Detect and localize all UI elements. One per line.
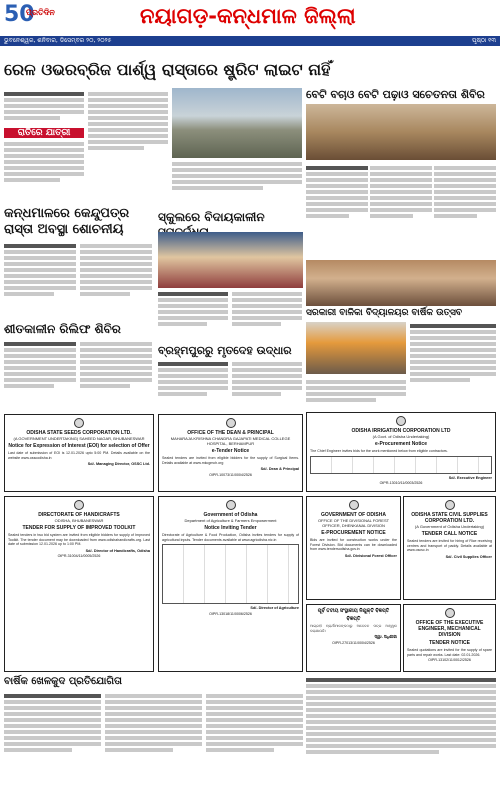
mechanical-heading: TENDER NOTICE	[429, 640, 470, 646]
agri-sub: Department of Agriculture & Farmers Empowerment	[184, 518, 277, 523]
seeds-body: Last date of submission of EOI is 12.01.2026 upto 5:00 PM. Details available on the website www.osscodisha.in	[8, 451, 150, 460]
annual-headline: ବାର୍ଷିକ ଖେଳକୁଦ ପ୍ରତିଯୋଗିତା	[4, 676, 123, 687]
mechanical-body: Sealed quotations are invited for the supply of spare parts and repair works. Last date: 02.01.2026.	[407, 648, 492, 657]
odia-notice-ref: OIPR-27013/11/0004/2526	[332, 640, 375, 645]
forest-sub: OFFICE OF THE DIVISIONAL FOREST OFFICER, DHENKANAL DIVISION	[317, 518, 390, 528]
forest-org: GOVERNMENT OF ODISHA	[320, 512, 386, 518]
cold-col2	[80, 340, 152, 410]
rail-overbridge-photo	[172, 88, 302, 158]
handicrafts-heading: TENDER FOR SUPPLY OF IMPROVED TOOLKIT	[22, 525, 136, 531]
logo-brand: ପ୍ରତିଦିନ	[26, 8, 55, 17]
medical-ref: OIPR-10073/11/0004/2526	[209, 472, 252, 477]
dateline: ଭୁବନେଶ୍ୱର, ଶନିବାର, ଡିସେମ୍ବର ୨୦, ୨୦୨୫	[4, 37, 112, 44]
handicrafts-ad	[4, 496, 154, 672]
bottom-col1	[4, 692, 101, 780]
seeds-org: ODISHA STATE SEEDS CORPORATION LTD.	[26, 430, 132, 436]
agriculture-emblem-icon	[226, 500, 236, 510]
school-col2	[232, 290, 302, 340]
kandha-headline: କନ୍ଧମାଳରେ କେନ୍ଦୁପତ୍ର ରାସ୍ତା ଅବସ୍ଥା ଶୋଚନୀୟ	[4, 206, 130, 237]
irrigation-heading: e-Procurement Notice	[375, 441, 427, 447]
medical-sub: MAHARAJA KRISHNA CHANDRA GAJAPATI MEDICAL COLLEGE HOSPITAL, BERHAMPUR	[170, 436, 291, 446]
beti-headline: ବେଟି ବଚାଓ ବେଟି ପଢ଼ାଓ ସଚେତନତା ଶିବିର	[306, 88, 485, 101]
civil-supplies-ad	[403, 496, 496, 600]
beti-col3	[434, 164, 496, 256]
medical-heading: e-Tender Notice	[211, 448, 250, 454]
seeds-sub: (A GOVERNMENT UNDERTAKING) SAHEED NAGAR, BHUBANESWAR	[13, 436, 145, 441]
kandha-col2	[80, 242, 152, 318]
broad-col1	[158, 360, 228, 410]
forest-heading: E-PROCUREMENT NOTICE	[321, 530, 386, 536]
handicrafts-ref: OIPR-31004/11/0005/2526	[57, 554, 101, 559]
rail-story-col2	[88, 90, 168, 200]
agri-body: Directorate of Agriculture & Food Production, Odisha invites tenders for supply of agricultural inputs. Tender documents available at www.agriodisha.nic.in	[162, 533, 299, 542]
odia-notice-ad	[306, 604, 401, 672]
forest-sign: Sd/- Divisional Forest Officer	[344, 553, 397, 558]
civil-sign: Sd/- Civil Supplies Officer	[445, 554, 492, 559]
handicrafts-emblem-icon	[74, 500, 84, 510]
mechanical-ref: OIPR-13102/11/0012/2526	[428, 658, 471, 663]
page-number: ପୃଷ୍ଠା ୧୩	[471, 37, 496, 44]
broad-headline: ବ୍ରହ୍ମପୁରରୁ ମୃତଦେହ ଉଦ୍ଧାର	[158, 344, 292, 357]
masthead	[0, 0, 500, 36]
medical-body: Sealed tenders are invited from eligible bidders for the supply of Surgical Items. Details available at www.mkcgmch.org	[162, 456, 299, 465]
mechanical-division-ad	[403, 604, 496, 672]
irrigation-body: The Chief Engineer invites bids for the work mentioned below from eligible contractors.	[310, 449, 448, 453]
irrigation-ref: OIPR-13010/11/0003/2526	[379, 481, 423, 486]
bottom-col3	[206, 692, 303, 780]
seeds-emblem-icon	[74, 418, 84, 428]
forest-emblem-icon	[349, 500, 359, 510]
dateline-bar	[0, 36, 500, 46]
broad-col2	[232, 360, 302, 410]
irrigation-sign: Sd/- Executive Engineer	[448, 475, 492, 480]
rail-story-col1	[4, 90, 84, 130]
school-headline: ସ୍କୁଲରେ ବିଦାୟକାଳୀନ	[158, 210, 265, 224]
handicrafts-org: DIRECTORATE OF HANDICRAFTS	[38, 512, 120, 518]
medical-college-ad	[158, 414, 303, 492]
mechanical-emblem-icon	[445, 608, 455, 618]
odia-notice-org: ପୂର୍ବ ତଟୀୟ ସଂସ୍ଥାରୀୟ ନିଯୁକ୍ତି ବିଜ୍ଞପ୍ତି	[317, 608, 390, 614]
irrigation-emblem-icon	[396, 416, 406, 426]
bottom-col4	[306, 676, 496, 780]
irrigation-sub: (A Govt. of Odisha Undertaking)	[372, 434, 430, 439]
cold-col1	[4, 340, 76, 410]
section-title: ନୟାଗଡ଼-କନ୍ଧମାଳ ଜିଲ୍ଲା	[140, 4, 356, 28]
forest-body: Bids are invited for construction works under the Forest Division. Bid documents can be downloaded from www.tendersodisha.gov.in	[310, 538, 397, 552]
beti-col1	[306, 164, 368, 256]
agri-heading: Notice Inviting Tender	[204, 525, 257, 531]
handicrafts-sign: Sd/- Director of Handicrafts, Odisha	[85, 548, 150, 553]
odia-notice-sign: ସ୍ୱା/- ଅଧିକାରୀ	[374, 635, 397, 640]
sarkari-headline: ସରକାରୀ ବାଳିକା ବିଦ୍ୟାଳୟର ବାର୍ଷିକ ଉତ୍ସବ	[306, 308, 463, 318]
agri-sign: Sd/- Director of Agriculture	[250, 606, 299, 611]
rail-headline: ରେଳ ଓଭରବ୍ରିଜ ପାର୍ଶ୍ୱ ରାସ୍ତାରେ ଷ୍ଟ୍ରିଟ ଲାଇଟ ନାହିଁ	[4, 60, 331, 79]
odia-notice-body: ଆଗ୍ରହୀ ପ୍ରାର୍ଥୀମାନଙ୍କଠାରୁ ଆବେଦନ ପତ୍ର ଆହ୍ୱାନ କରାଯାଉଛି।	[310, 624, 397, 633]
seeds-sign: Sd/- Managing Director, OSSC Ltd.	[87, 462, 150, 467]
school-event-photo	[158, 232, 303, 288]
handicrafts-sub: ODISHA, BHUBANESWAR	[54, 518, 104, 523]
irrigation-table	[310, 456, 492, 474]
bottom-col2	[105, 692, 202, 780]
seeds-corporation-ad	[4, 414, 154, 492]
odia-notice-heading: ବିଜ୍ଞପ୍ତି	[346, 616, 361, 622]
school-col1	[158, 290, 228, 340]
rail-story-col1b	[4, 140, 84, 200]
dance-photo	[306, 322, 406, 374]
students-photo	[306, 260, 496, 306]
forest-ad	[306, 496, 401, 600]
logo-anniversary-number: 50	[4, 2, 35, 27]
beti-col2	[370, 164, 432, 256]
agri-ref: OIPR-13018/11/0006/2526	[209, 611, 252, 616]
agri-table	[162, 544, 299, 604]
agriculture-ad	[158, 496, 303, 672]
civil-org: ODISHA STATE CIVIL SUPPLIES CORPORATION LTD.	[411, 512, 488, 524]
rail-story-col3	[172, 160, 302, 200]
civil-sub: (A Government of Odisha Undertaking)	[414, 524, 485, 529]
seeds-heading: Notice for Expression of Interest (EOI) for selection of Offer	[8, 443, 150, 449]
irrigation-ad	[306, 412, 496, 492]
medical-sign: Sd/- Dean & Principal	[260, 467, 299, 472]
medical-emblem-icon	[226, 418, 236, 428]
civil-heading: TENDER CALL NOTICE	[421, 531, 478, 537]
newspaper-logo	[4, 2, 62, 34]
medical-org: OFFICE OF THE DEAN & PRINCIPAL	[187, 430, 274, 436]
handicrafts-body: Sealed tenders in two bid system are invited from eligible bidders for supply of Improved Toolkit. The tender document may be downloaded from www.odishahandicrafts.org. Last date of submission 12.01.2026 up to 1:00 PM.	[8, 533, 150, 547]
classroom-photo	[306, 104, 496, 160]
mechanical-org: OFFICE OF THE EXECUTIVE ENGINEER, MECHANICAL DIVISION	[415, 620, 484, 638]
civil-body: Sealed tenders are invited for hiring of Rice receiving centres and transport of paddy. Details available at www.oscsc.in	[407, 539, 492, 553]
irrigation-org: ODISHA IRRIGATION CORPORATION LTD	[351, 428, 451, 434]
agri-org: Government of Odisha	[203, 512, 258, 518]
civil-supplies-emblem-icon	[445, 500, 455, 510]
sarkari-col1	[410, 322, 496, 406]
night-subhead: ରାତିରେ ଯାତ୍ରୀ	[4, 128, 84, 138]
sarkari-col2	[306, 378, 406, 408]
cold-headline: ଶୀତକାଳୀନ ରିଲିଫ ଶିବିର	[4, 322, 121, 336]
kandha-col1	[4, 242, 76, 318]
